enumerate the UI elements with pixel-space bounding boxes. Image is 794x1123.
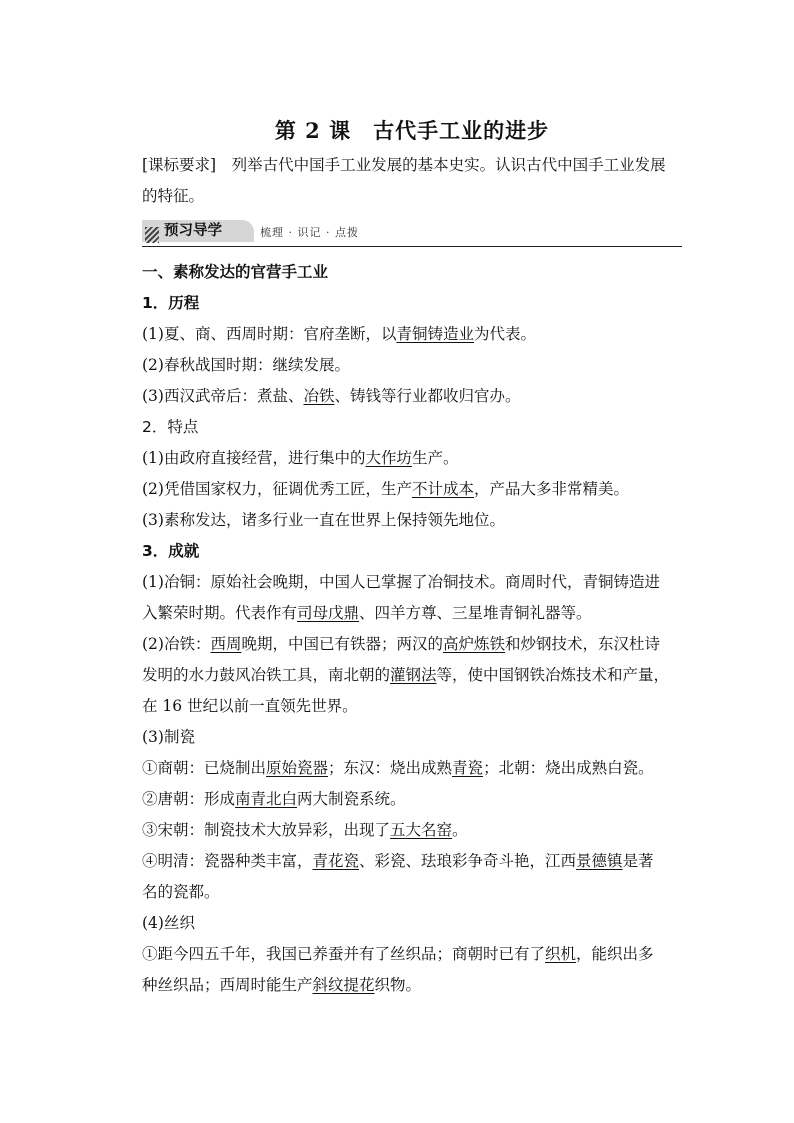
banner-label: 预习导学 (164, 223, 222, 239)
key-term: 斜纹提花 (312, 976, 375, 994)
ceramic-line-3: ③宋朝：制瓷技术大放异彩，出现了五大名窑。 (142, 821, 468, 839)
key-term: 原始瓷器 (266, 759, 329, 777)
requirement-label: [课标要求] (142, 156, 217, 174)
bronze-line-1: (1)冶铜：原始社会晚期，中国人已掌握了冶铜技术。商周时代，青铜铸造进 (142, 573, 660, 591)
key-term: 司母戊鼎 (297, 604, 360, 622)
features-line-2: (2)凭借国家权力，征调优秀工匠，生产不计成本，产品大多非常精美。 (142, 480, 629, 498)
iron-line-1: (2)冶铁：西周晚期，中国已有铁器；两汉的高炉炼铁和炒钢技术，东汉杜诗 (142, 635, 661, 653)
history-line-1: (1)夏、商、西周时期：官府垄断，以青铜铸造业为代表。 (142, 325, 536, 343)
key-term: 冶铁 (303, 387, 335, 405)
achievements-heading: 3．成就 (142, 542, 200, 560)
key-term: 青瓷 (452, 759, 484, 777)
silk-heading: (4)丝织 (142, 914, 195, 932)
history-line-3: (3)西汉武帝后：煮盐、冶铁、铸钱等行业都收归官办。 (142, 387, 521, 405)
features-line-1: (1)由政府直接经营，进行集中的大作坊生产。 (142, 449, 459, 467)
stripes-icon (145, 227, 159, 243)
lesson-title: 第 2 课 古代手工业的进步 (274, 118, 550, 143)
document-body (142, 116, 682, 1001)
requirement-line-1: [课标要求] 列举古代中国手工业发展的基本史实。认识古代中国手工业发展 (142, 156, 666, 174)
key-term: 南青北白 (235, 790, 298, 808)
bronze-line-2: 入繁荣时期。代表作有司母戊鼎、四羊方尊、三星堆青铜礼器等。 (142, 604, 592, 622)
history-heading: 1．历程 (142, 294, 200, 312)
requirement-line-2: 的特征。 (142, 187, 205, 205)
section-heading: 一、素称发达的官营手工业 (142, 263, 329, 281)
ceramic-line-1: ①商朝：已烧制出原始瓷器；东汉：烧出成熟青瓷；北朝：烧出成熟白瓷。 (142, 759, 654, 777)
section-banner (142, 216, 682, 247)
banner-subtitle: 梳理 · 识记 · 点拨 (260, 226, 359, 239)
key-term: 织机 (545, 945, 577, 963)
iron-line-3: 在 16 世纪以前一直领先世界。 (142, 697, 358, 715)
ceramic-line-4: ④明清：瓷器种类丰富，青花瓷、彩瓷、珐琅彩争奇斗艳，江西景德镇是著 (142, 852, 654, 870)
silk-line-1: ①距今四五千年，我国已养蚕并有了丝织品；商朝时已有了织机，能织出多 (142, 945, 654, 963)
key-term: 青花瓷 (312, 852, 360, 870)
key-term: 青铜铸造业 (396, 325, 474, 343)
key-term: 五大名窑 (390, 821, 453, 839)
features-heading: 2．特点 (142, 418, 199, 436)
banner-tab (142, 220, 254, 242)
history-line-2: (2)春秋战国时期：继续发展。 (142, 356, 350, 374)
key-term: 西周 (210, 635, 242, 653)
ceramic-heading: (3)制瓷 (142, 728, 195, 746)
ceramic-line-5: 名的瓷都。 (142, 883, 220, 901)
ceramic-line-2: ②唐朝：形成南青北白两大制瓷系统。 (142, 790, 406, 808)
key-term: 高炉炼铁 (443, 635, 506, 653)
features-line-3: (3)素称发达，诸多行业一直在世界上保持领先地位。 (142, 511, 505, 529)
key-term: 不计成本 (411, 480, 474, 498)
key-term: 灌钢法 (390, 666, 437, 684)
key-term: 景德镇 (576, 852, 623, 870)
key-term: 大作坊 (365, 449, 412, 467)
iron-line-2: 发明的水力鼓风冶铁工具，南北朝的灌钢法等，使中国钢铁冶炼技术和产量， (142, 666, 670, 684)
silk-line-2: 种丝织品；西周时能生产斜纹提花织物。 (142, 976, 422, 994)
